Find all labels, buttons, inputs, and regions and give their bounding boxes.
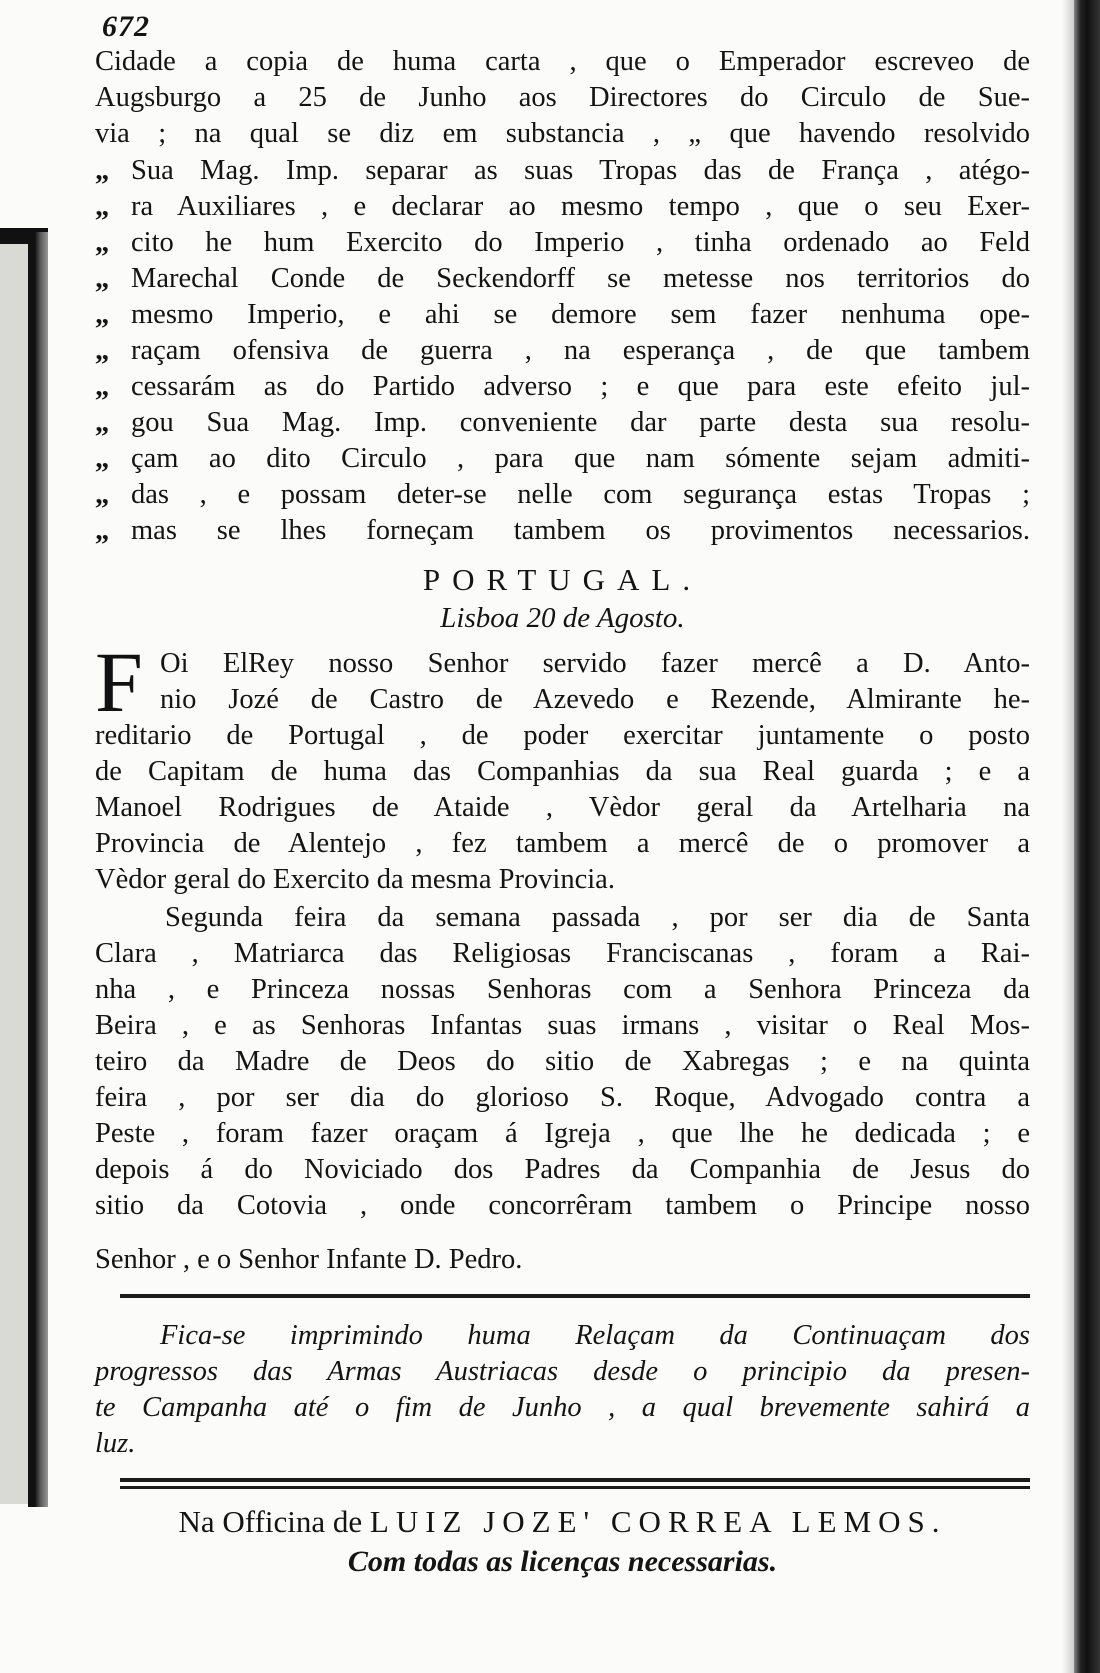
drop-cap: F [95,634,143,730]
quoted-line-text: ra Auxiliares , e declarar ao mesmo tempo , que o seu Exer- [131,191,1030,222]
paragraph-line: Peste , foram fazer oraçam á Igreja , que lhe he dedicada ; e [95,1118,1030,1149]
imprint-prefix: Na Officina de [178,1504,363,1539]
paragraph-line: Manoel Rodrigues de Ataide , Vèdor geral da Artelharia na [95,792,1030,823]
imprint-line [95,1502,1030,1542]
paragraph-line: sitio da Cotovia , onde concorrêram tambem o Principe nosso [95,1190,1030,1221]
quote-mark: „ [95,263,110,294]
license-line: Com todas as licenças necessarias. [347,1545,778,1578]
notice-line: progressos das Armas Austriacas desde o principio da presen- [95,1356,1030,1387]
quoted-line-text: mesmo Imperio, e ahi se demore sem fazer nenhuma ope- [131,299,1030,330]
quote-mark: „ [95,155,110,186]
divider-rule [120,1294,1030,1298]
paragraph-line: reditario de Portugal , de poder exercitar juntamente o posto [95,720,1030,751]
notice-line: te Campanha até o fim de Junho , a qual brevemente sahirá a [95,1392,1030,1423]
paragraph-line: de Capitam de huma das Companhias da sua Real guarda ; e a [95,756,1030,787]
quoted-line [95,369,1030,405]
quote-mark: „ [95,335,110,366]
quoted-line [95,441,1030,477]
quote-mark: „ [95,515,110,546]
quoted-line-text: raçam ofensiva de guerra , na esperança , de que tambem [131,335,1030,366]
article-intro-line-3: via ; na qual se diz em substancia , „ que havendo resolvido [95,118,1030,149]
quoted-line-text: gou Sua Mag. Imp. conveniente dar parte desta sua resolu- [131,407,1030,438]
right-page-edge [1074,0,1100,1673]
paragraph-line: Clara , Matriarca das Religiosas Franciscanas , foram a Rai- [95,938,1030,969]
quote-mark: „ [95,227,110,258]
quote-mark: „ [95,479,110,510]
quoted-line-text: das , e possam deter-se nelle com segurança estas Tropas ; [131,479,1030,510]
article-intro-line-2: Augsburgo a 25 de Junho aos Directores do Circulo de Sue- [95,82,1030,113]
paragraph-line: teiro da Madre de Deos do sitio de Xabregas ; e na quinta [95,1046,1030,1077]
divider-rule [120,1478,1030,1482]
quoted-line [95,333,1030,369]
quoted-line-text: çam ao dito Circulo , para que nam sómente sejam admiti- [131,443,1030,474]
dateline: Lisboa 20 de Agosto. [440,602,685,634]
quoted-line [95,261,1030,297]
quote-mark: „ [95,407,110,438]
paragraph-line: Senhor , e o Senhor Infante D. Pedro. [95,1244,523,1275]
paragraph-line: Provincia de Alentejo , fez tambem a mercê de o promover a [95,828,1030,859]
quoted-line [95,297,1030,333]
quoted-line [95,153,1030,189]
quoted-line [95,189,1030,225]
imprint-printer: LUIZ JOZE' CORREA LEMOS. [369,1504,947,1539]
paragraph-line: depois á do Noviciado dos Padres da Companhia de Jesus do [95,1154,1030,1185]
paragraph-line: feira , por ser dia do glorioso S. Roque, Advogado contra a [95,1082,1030,1113]
paragraph-line: Oi ElRey nosso Senhor servido fazer mercê a D. Anto- [160,648,1030,679]
quoted-line-text: Marechal Conde de Seckendorff se metesse nos territorios do [131,263,1030,294]
quote-mark: „ [95,299,110,330]
paragraph-line: nio Jozé de Castro de Azevedo e Rezende, Almirante he- [160,684,1030,715]
quote-mark: „ [95,371,110,402]
quoted-line-text: cessarám as do Partido adverso ; e que para este efeito jul- [131,371,1030,402]
quoted-line-text: mas se lhes forneçam tambem os provimentos necessarios. [131,515,1030,546]
article-intro-line-1: Cidade a copia de huma carta , que o Emperador escreveo de [95,46,1030,77]
divider-rule [120,1486,1030,1489]
paragraph-line: Segunda feira da semana passada , por ser dia de Santa [165,902,1030,933]
right-page-shadow [1062,0,1074,1673]
quoted-line [95,513,1030,549]
paragraph-line: Vèdor geral do Exercito da mesma Provincia. [95,864,615,895]
page-number: 672 [102,10,150,43]
quoted-line-text: Sua Mag. Imp. separar as suas Tropas das de França , atégo- [131,155,1030,186]
notice-line: luz. [95,1428,136,1459]
paragraph-line: nha , e Princeza nossas Senhoras com a Senhora Princeza da [95,974,1030,1005]
left-page-margin [0,244,30,1504]
quote-mark: „ [95,443,110,474]
binding-edge [28,232,48,1507]
notice-line: Fica-se imprimindo huma Relaçam da Continuaçam dos [160,1320,1030,1351]
quote-mark: „ [95,191,110,222]
quoted-line [95,405,1030,441]
quoted-line [95,477,1030,513]
quoted-line [95,225,1030,261]
paragraph-line: Beira , e as Senhoras Infantas suas irmans , visitar o Real Mos- [95,1010,1030,1041]
section-heading: PORTUGAL. [422,562,703,597]
quoted-line-text: cito he hum Exercito do Imperio , tinha ordenado ao Feld [131,227,1030,258]
